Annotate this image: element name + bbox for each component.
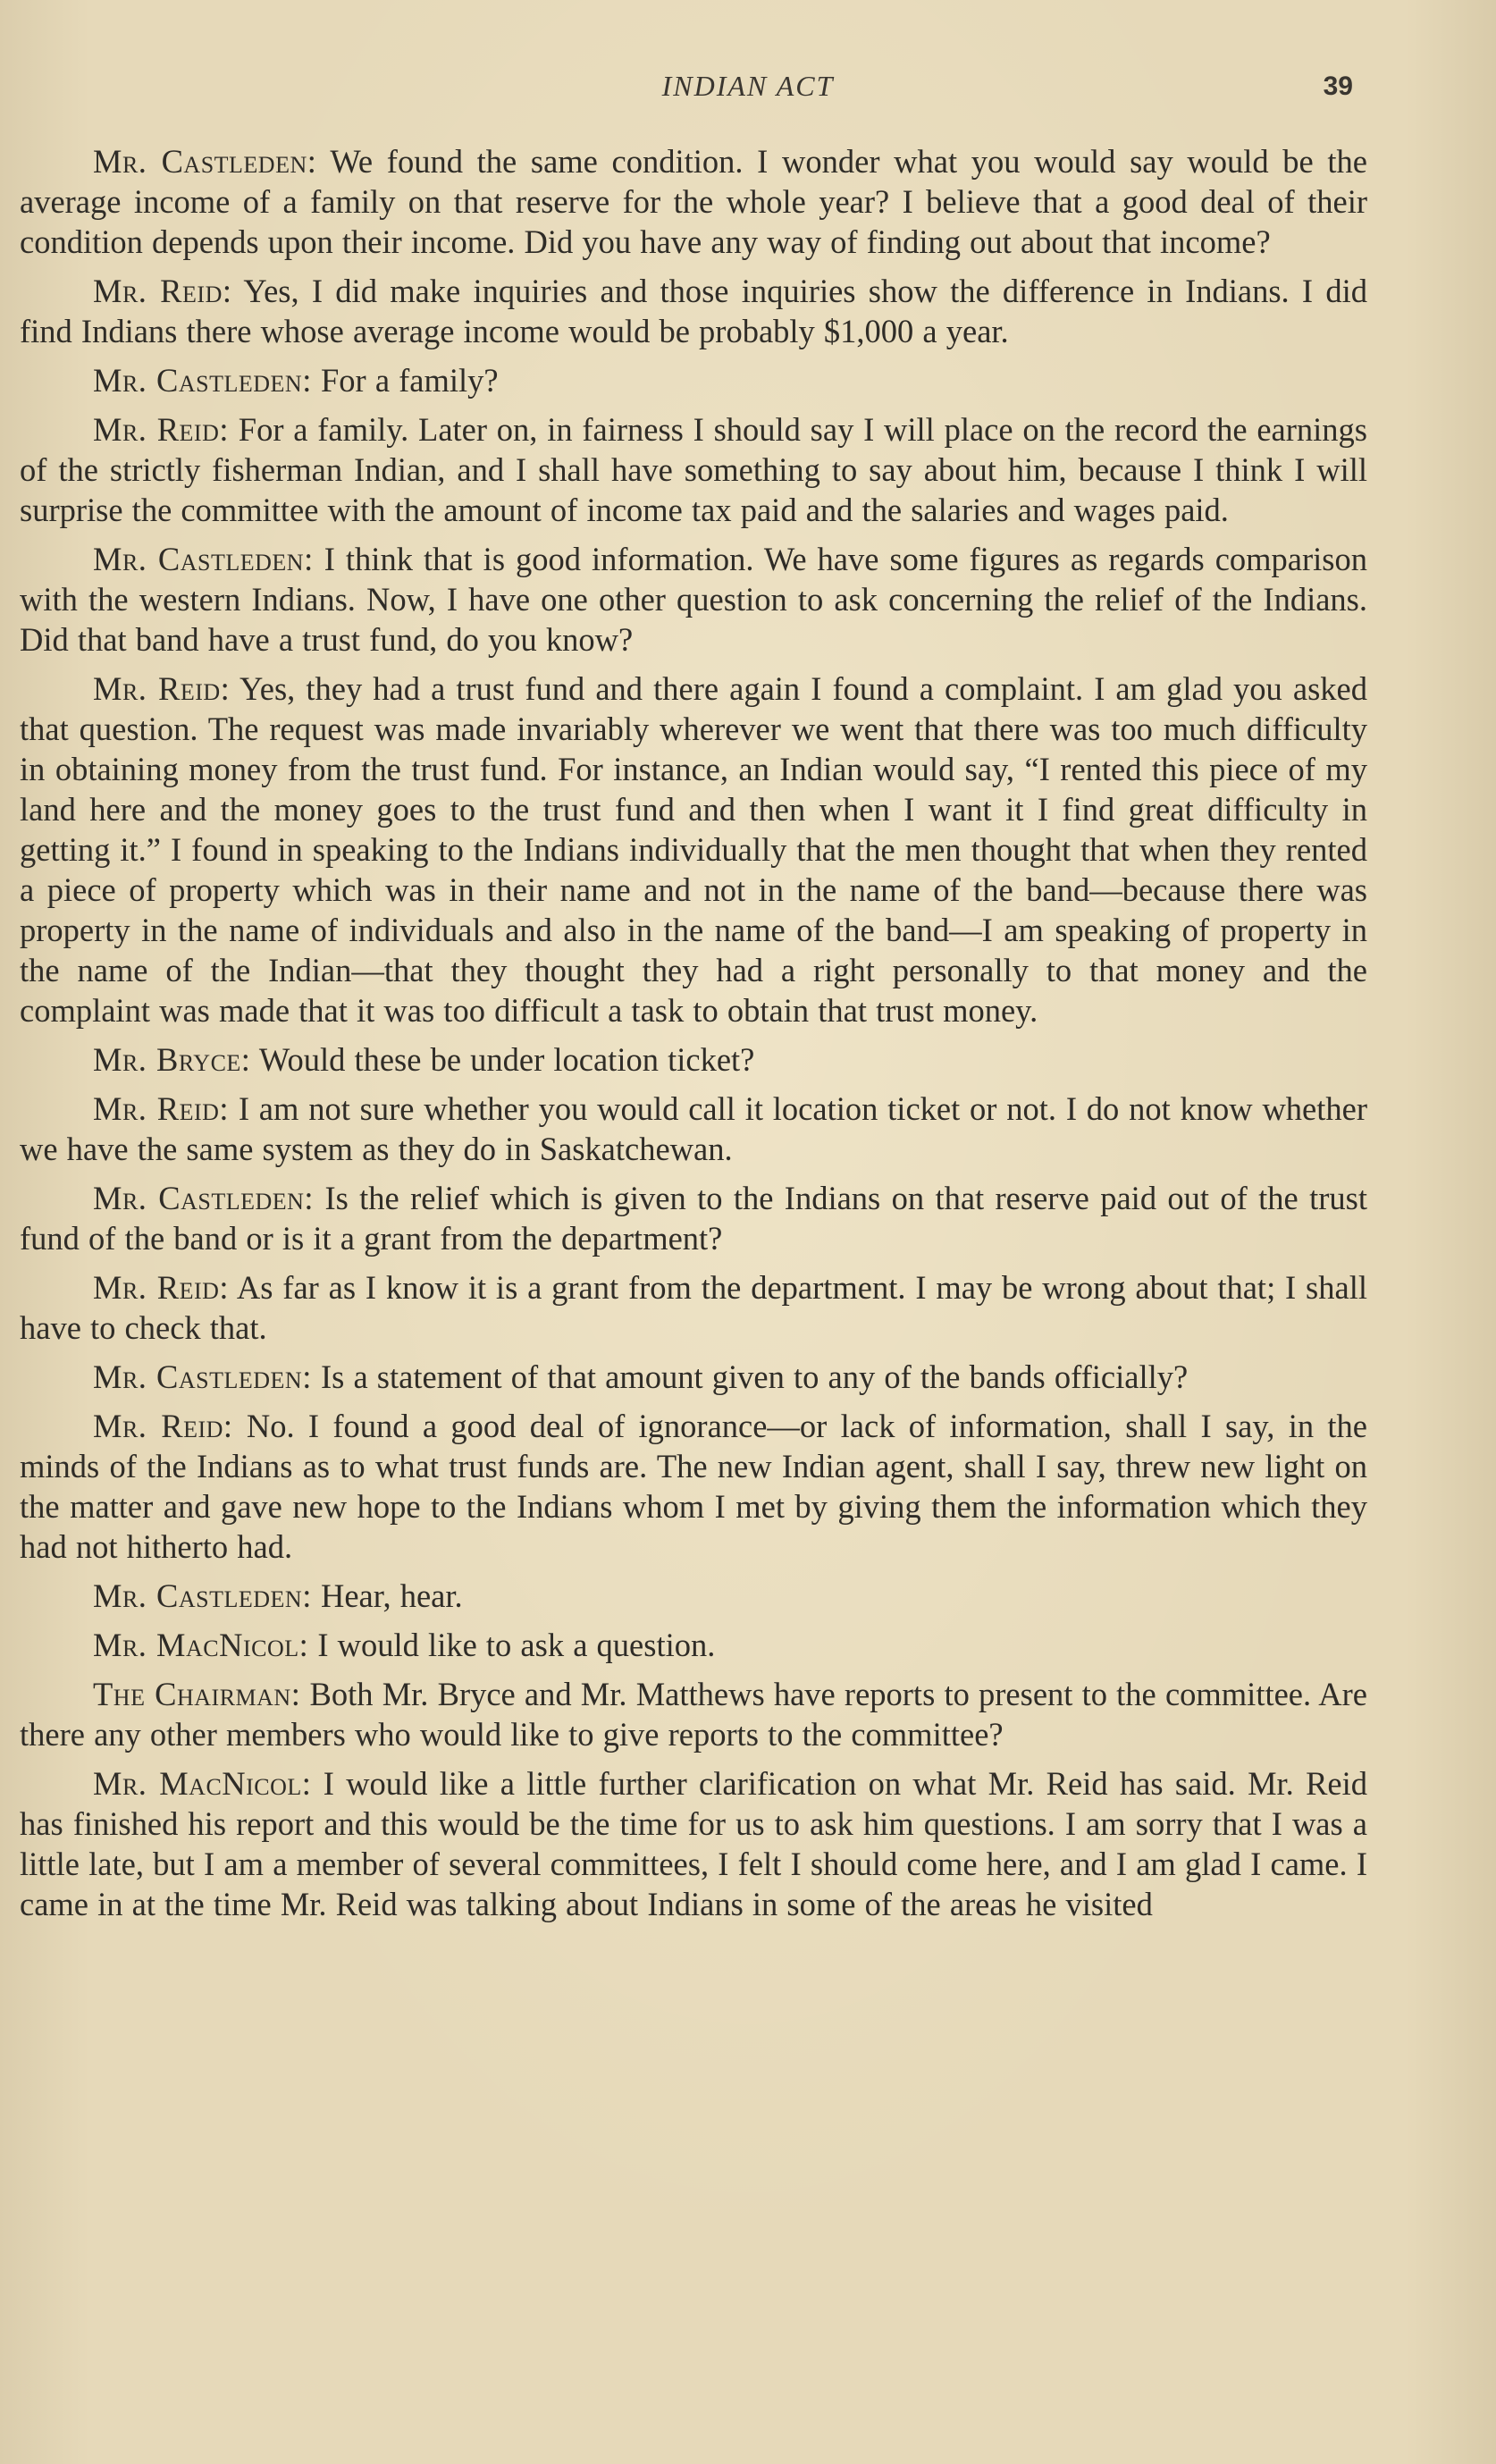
speaker-name: Mr. Reid:	[93, 1408, 233, 1444]
speaker-name: Mr. Reid:	[93, 1090, 230, 1127]
speaker-name: Mr. Reid:	[93, 1269, 230, 1306]
speaker-name: Mr. MacNicol:	[93, 1765, 312, 1802]
paragraph	[20, 1357, 1367, 1397]
paragraph	[20, 1406, 1367, 1567]
running-title: INDIAN ACT	[661, 70, 835, 102]
page-number: 39	[1323, 71, 1353, 101]
speech-text: Yes, they had a trust fund and there again I found a complaint. I am glad you asked that question. The request was made invariably wherever we went that there was too much difficulty in obtaining money from the trust fund. For instance, an Indian would say, “I rented this piece of my land here and the money goes to the trust fund and then when I want it I find great difficulty in getting it.” I found in speaking to the Indians individually that the men thought that when they rented a piece of property which was in their name and not in the name of the band—because there was property in the name of individuals and also in the name of the band—I am speaking of property in the name of the Indian—that they thought they had a right personally to that money and the complaint was made that it was too difficult a task to obtain that trust money.	[20, 670, 1367, 1029]
paragraph	[20, 1178, 1367, 1258]
paragraph	[20, 141, 1367, 262]
speaker-name: Mr. MacNicol:	[93, 1627, 309, 1663]
paragraph	[20, 1089, 1367, 1169]
paragraph	[20, 271, 1367, 351]
speech-text: For a family. Later on, in fairness I should say I will place on the record the earnings of the strictly fisherman Indian, and I shall have something to say about him, because I think I will surprise the committee with the amount of income tax paid and the salaries and wages paid.	[20, 411, 1367, 528]
speech-text: As far as I know it is a grant from the department. I may be wrong about that; I shall have to check that.	[20, 1269, 1367, 1346]
speaker-name: Mr. Reid:	[93, 411, 229, 448]
paragraph	[20, 1763, 1367, 1924]
transcript-body	[20, 141, 1367, 1933]
paragraph	[20, 539, 1367, 660]
paragraph	[20, 360, 1367, 400]
page-header	[0, 70, 1496, 114]
paragraph	[20, 1039, 1367, 1080]
speaker-name: Mr. Castleden:	[93, 1180, 315, 1216]
speaker-name: Mr. Reid:	[93, 670, 231, 707]
speech-text: I am not sure whether you would call it location ticket or not. I do not know whether we have the same system as they do in Saskatchewan.	[20, 1090, 1367, 1167]
speech-text: I would like a little further clarification on what Mr. Reid has said. Mr. Reid has finished his report and this would be the time for us to ask him questions. I am sorry that I was a little late, but I am a member of several committees, I felt I should come here, and I am glad I came. I came in at the time Mr. Reid was talking about Indians in some of the areas he visited	[20, 1765, 1368, 1922]
speech-text: I think that is good information. We have some figures as regards comparison with the western Indians. Now, I have one other question to ask concerning the relief of the Indians. Did that band have a trust fund, do you know?	[20, 541, 1367, 658]
speech-text: I would like to ask a question.	[317, 1627, 716, 1663]
speech-text: For a family?	[320, 362, 499, 399]
speaker-name: Mr. Bryce:	[93, 1041, 251, 1078]
speech-text: Would these be under location ticket?	[258, 1041, 755, 1078]
paragraph	[20, 409, 1367, 530]
speaker-name: Mr. Castleden:	[93, 541, 314, 577]
speaker-name: Mr. Castleden:	[93, 362, 312, 399]
speaker-name: Mr. Reid:	[93, 273, 232, 309]
paragraph	[20, 1674, 1367, 1754]
speech-text: Is the relief which is given to the Indians on that reserve paid out of the trust fund of the band or is it a grant from the department?	[20, 1180, 1367, 1257]
speaker-name: Mr. Castleden:	[93, 1577, 312, 1614]
speaker-name: Mr. Castleden:	[93, 1358, 312, 1395]
paragraph	[20, 1625, 1367, 1665]
speech-text: Yes, I did make inquiries and those inquiries show the difference in Indians. I did find Indians there whose average income would be probably $1,000 a year.	[20, 273, 1367, 349]
paragraph	[20, 669, 1367, 1030]
speaker-name: Mr. Castleden:	[93, 143, 317, 180]
speech-text: We found the same condition. I wonder what you would say would be the average income of a family on that reserve for the whole year? I believe that a good deal of their condition depends upon their income. Did you have any way of finding out about that income?	[20, 143, 1368, 260]
paragraph	[20, 1576, 1367, 1616]
speech-text: Is a statement of that amount given to any of the bands officially?	[320, 1358, 1189, 1395]
speech-text: No. I found a good deal of ignorance—or lack of information, shall I say, in the minds of the Indians as to what trust funds are. The new Indian agent, shall I say, threw new light on the matter and gave new hope to the Indians whom I met by giving them the information which they had not hitherto had.	[20, 1408, 1368, 1565]
speech-text: Both Mr. Bryce and Mr. Matthews have reports to present to the committee. Are there any other members who would like to give reports to the committee?	[20, 1676, 1367, 1753]
paragraph	[20, 1267, 1367, 1348]
speech-text: Hear, hear.	[320, 1577, 463, 1614]
speaker-name: The Chairman:	[93, 1676, 301, 1712]
